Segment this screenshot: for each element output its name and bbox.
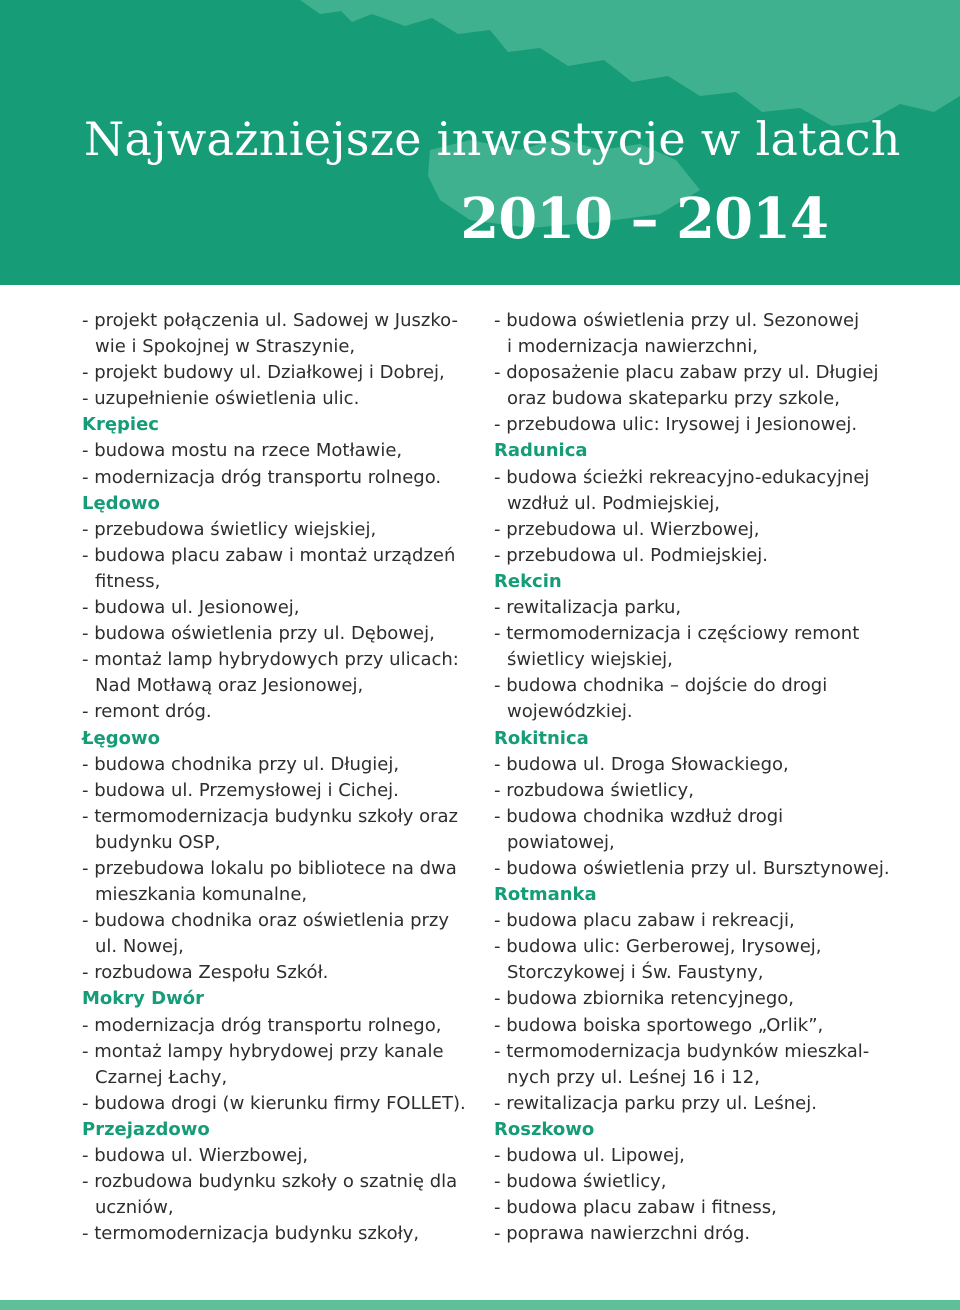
list-item: - budowa placu zabaw i fitness,	[494, 1197, 777, 1219]
list-item: - uzupełnienie oświetlenia ulic.	[82, 388, 360, 410]
list-item-continuation: wie i Spokojnej w Straszynie,	[95, 336, 356, 358]
list-item: - rozbudowa Zespołu Szkół.	[82, 962, 329, 984]
list-item: - budowa ulic: Gerberowej, Irysowej,	[494, 936, 822, 958]
list-item: - budowa oświetlenia przy ul. Bursztynowej.	[494, 857, 890, 879]
list-item: - rewitalizacja parku przy ul. Leśnej.	[494, 1092, 817, 1114]
list-item: - montaż lamp hybrydowych przy ulicach:	[82, 649, 459, 671]
village-heading: Krępiec	[82, 414, 159, 436]
list-item-continuation: nych przy ul. Leśnej 16 i 12,	[507, 1066, 760, 1088]
page-title: Najważniejsze inwestycje w latach	[84, 112, 901, 166]
list-item-continuation: budynku OSP,	[95, 831, 221, 853]
list-item: - rozbudowa świetlicy,	[494, 779, 694, 801]
village-heading: Roszkowo	[494, 1118, 595, 1140]
header-banner	[0, 0, 960, 285]
list-item: - budowa chodnika przy ul. Długiej,	[82, 753, 400, 775]
list-item-continuation: wojewódzkiej.	[507, 701, 633, 723]
list-item: - budowa oświetlenia przy ul. Dębowej,	[82, 623, 435, 645]
village-heading: Mokry Dwór	[82, 988, 204, 1010]
list-item: - budowa zbiornika retencyjnego,	[494, 988, 795, 1010]
list-item: - budowa ul. Przemysłowej i Cichej.	[82, 779, 399, 801]
list-item-continuation: świetlicy wiejskiej,	[507, 649, 673, 671]
list-item: - budowa ul. Droga Słowackiego,	[494, 753, 789, 775]
list-item: - doposażenie placu zabaw przy ul. Długiej	[494, 362, 879, 384]
list-item: - modernizacja dróg transportu rolnego.	[82, 466, 442, 488]
list-item: - budowa chodnika – dojście do drogi	[494, 675, 828, 697]
list-item: - modernizacja dróg transportu rolnego,	[82, 1014, 442, 1036]
list-item: - budowa ul. Jesionowej,	[82, 597, 300, 619]
list-item-continuation: uczniów,	[95, 1197, 174, 1219]
list-item: - budowa ścieżki rekreacyjno-edukacyjnej	[494, 466, 870, 488]
list-item: - budowa oświetlenia przy ul. Sezonowej	[494, 310, 860, 331]
list-item: - budowa ul. Wierzbowej,	[82, 1145, 309, 1166]
village-heading: Radunica	[494, 440, 588, 462]
list-item: - przebudowa ul. Wierzbowej,	[494, 518, 760, 540]
list-item: - termomodernizacja budynku szkoły oraz	[82, 805, 458, 827]
list-item: - przebudowa świetlicy wiejskiej,	[82, 518, 377, 540]
list-item: - budowa boiska sportowego „Orlik”,	[494, 1014, 824, 1036]
village-heading: Lędowo	[82, 492, 160, 514]
list-item: - budowa ul. Lipowej,	[494, 1145, 685, 1166]
list-item: - budowa placu zabaw i montaż urządzeń	[82, 544, 456, 566]
list-item: - projekt budowy ul. Działkowej i Dobrej,	[82, 362, 445, 384]
list-item: - budowa chodnika oraz oświetlenia przy	[82, 910, 449, 932]
footer-bar	[0, 1300, 960, 1310]
list-item-continuation: wzdłuż ul. Podmiejskiej,	[507, 492, 721, 514]
list-item-continuation: fitness,	[95, 570, 161, 592]
right-column	[494, 308, 894, 1247]
list-item: - rozbudowa budynku szkoły o szatnię dla	[82, 1171, 458, 1193]
village-heading: Rokitnica	[494, 727, 589, 749]
list-item-continuation: powiatowej,	[507, 831, 615, 853]
list-item-continuation: Czarnej Łachy,	[95, 1066, 228, 1088]
list-item: - remont dróg.	[82, 701, 212, 723]
list-item: - termomodernizacja i częściowy remont	[494, 623, 860, 645]
list-item: - budowa świetlicy,	[494, 1171, 667, 1193]
years-range: 2010 – 2014	[460, 186, 828, 252]
list-item: - termomodernizacja budynków mieszkal-	[494, 1040, 870, 1062]
list-item-continuation: oraz budowa skateparku przy szkole,	[507, 388, 840, 410]
village-heading: Łęgowo	[82, 727, 161, 749]
left-column	[82, 308, 482, 1247]
list-item: - rewitalizacja parku,	[494, 597, 682, 619]
list-item: - budowa mostu na rzece Motławie,	[82, 440, 403, 462]
list-item-continuation: i modernizacja nawierzchni,	[507, 336, 758, 358]
list-item: - termomodernizacja budynku szkoły,	[82, 1223, 420, 1245]
list-item: - budowa placu zabaw i rekreacji,	[494, 910, 795, 932]
list-item-continuation: Nad Motławą oraz Jesionowej,	[95, 675, 364, 697]
list-item: - budowa drogi (w kierunku firmy FOLLET).	[82, 1092, 466, 1114]
list-item: - przebudowa ulic: Irysowej i Jesionowej.	[494, 414, 858, 436]
list-item: - projekt połączenia ul. Sadowej w Juszko-	[82, 310, 458, 331]
list-item-continuation: ul. Nowej,	[95, 936, 184, 958]
list-item: - przebudowa lokalu po bibliotece na dwa	[82, 857, 457, 879]
list-item: - przebudowa ul. Podmiejskiej.	[494, 544, 769, 566]
village-heading: Przejazdowo	[82, 1118, 210, 1140]
list-item: - budowa chodnika wzdłuż drogi	[494, 805, 784, 827]
list-item: - montaż lampy hybrydowej przy kanale	[82, 1040, 444, 1062]
list-item-continuation: mieszkania komunalne,	[95, 884, 308, 906]
village-heading: Rekcin	[494, 570, 562, 592]
list-item: - poprawa nawierzchni dróg.	[494, 1223, 751, 1245]
village-heading: Rotmanka	[494, 884, 597, 906]
list-item-continuation: Storczykowej i Św. Faustyny,	[507, 962, 764, 984]
